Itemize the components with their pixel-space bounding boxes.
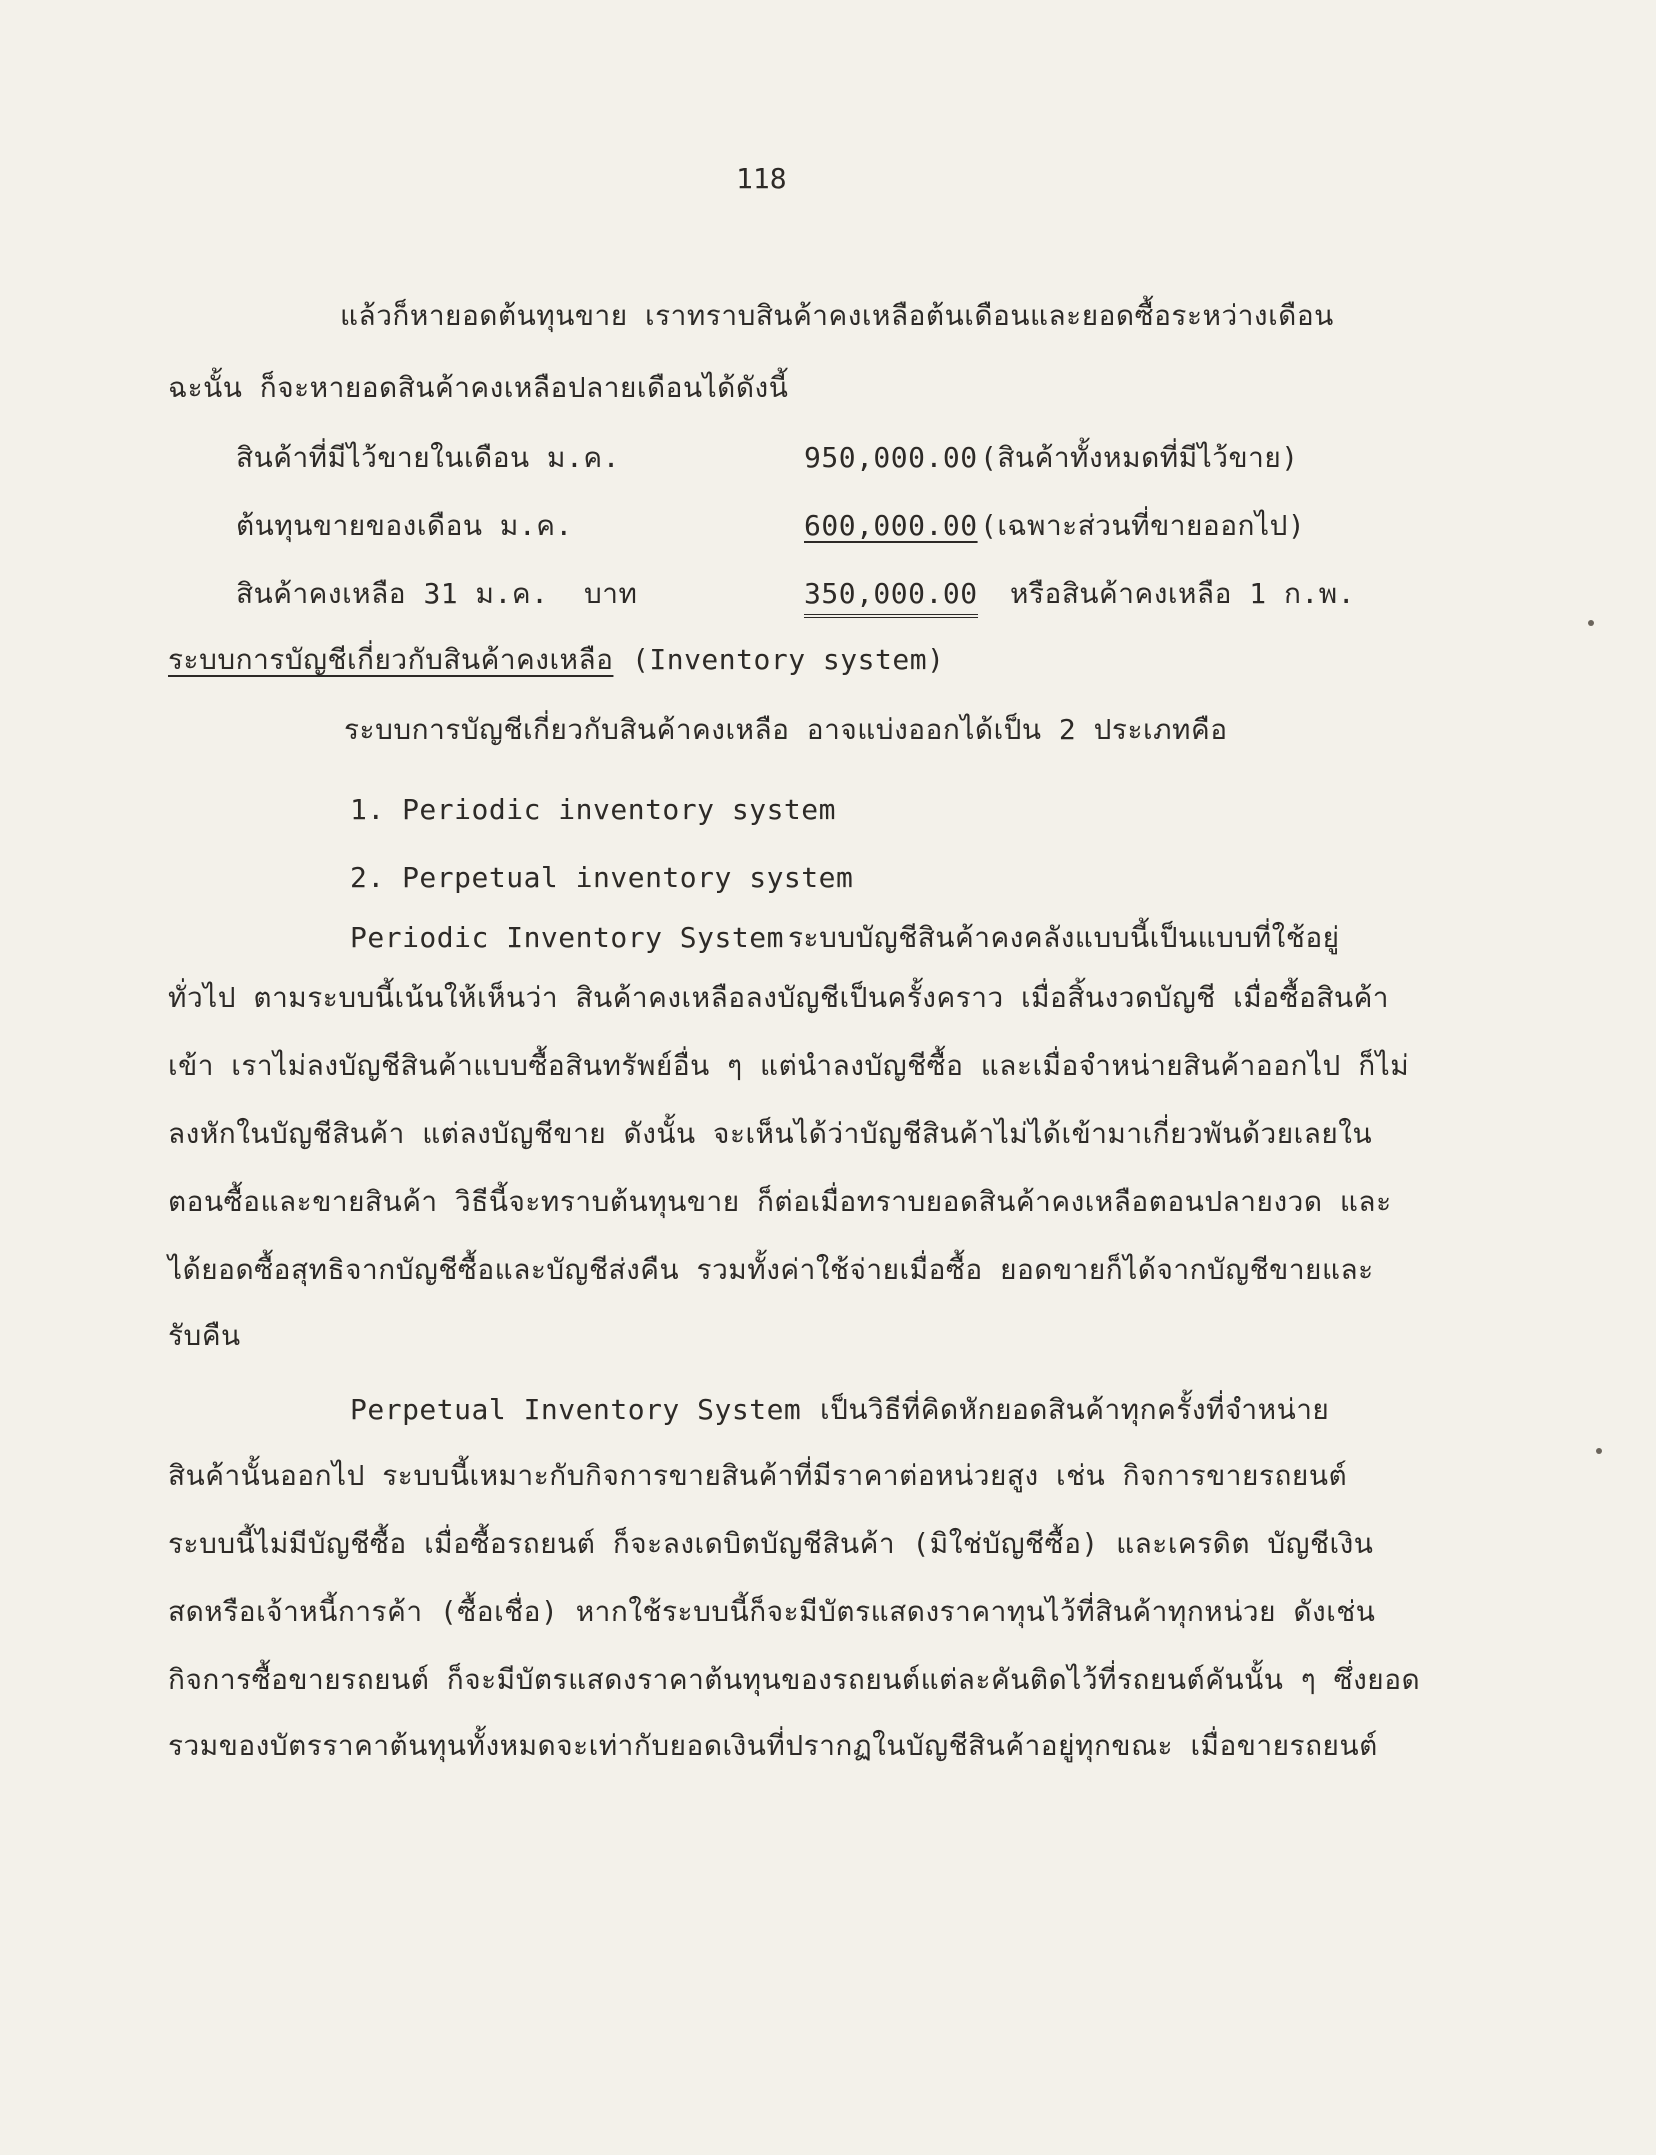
section-heading-thai: ระบบการบัญชีเกี่ยวกับสินค้าคงเหลือ	[168, 643, 614, 676]
calc-row-1-label: สินค้าที่มีไว้ขายในเดือน ม.ค.	[236, 441, 620, 474]
calc-row-3-unit: บาท	[584, 577, 638, 610]
scan-speck	[1588, 620, 1594, 626]
perpetual-line-2: สินค้านั้นออกไป ระบบนี้เหมาะกับกิจการขายสินค้าที่มีราคาต่อหน่วยสูง เช่น กิจการขายรถยนต์	[168, 1459, 1348, 1492]
intro-line-2: ฉะนั้น ก็จะหายอดสินค้าคงเหลือปลายเดือนได้ดังนี้	[168, 371, 789, 404]
section-heading-english: (Inventory system)	[632, 643, 945, 676]
list-item-2: 2. Perpetual inventory system	[350, 861, 854, 894]
perpetual-line-6: รวมของบัตรราคาต้นทุนทั้งหมดจะเท่ากับยอดเงินที่ปรากฏในบัญชีสินค้าอยู่ทุกขณะ เมื่อขายรถยนต์	[168, 1729, 1378, 1762]
intro-paragraph: ระบบการบัญชีเกี่ยวกับสินค้าคงเหลือ อาจแบ่งออกได้เป็น 2 ประเภทคือ	[344, 713, 1228, 746]
scan-speck	[1596, 1448, 1602, 1454]
calc-row-3-amount: 350,000.00	[804, 576, 978, 618]
periodic-line-6: ได้ยอดซื้อสุทธิจากบัญชีซื้อและบัญชีส่งคืน รวมทั้งค่าใช้จ่ายเมื่อซื้อ ยอดขายก็ได้จากบัญชีขายและ	[168, 1253, 1374, 1286]
periodic-line-4: ลงหักในบัญชีสินค้า แต่ลงบัญชีขาย ดังนั้น จะเห็นได้ว่าบัญชีสินค้าไม่ได้เข้ามาเกี่ยวพันด้วยเลยใน	[168, 1117, 1373, 1150]
intro-line-1: แล้วก็หายอดต้นทุนขาย เราทราบสินค้าคงเหลือต้นเดือนและยอดซื้อระหว่างเดือน	[340, 299, 1334, 332]
periodic-term: Periodic Inventory System	[350, 921, 784, 954]
perpetual-line-4: สดหรือเจ้าหนี้การค้า (ซื้อเชื่อ) หากใช้ระบบนี้ก็จะมีบัตรแสดงราคาทุนไว้ที่สินค้าทุกหน่วย ดังเช่น	[168, 1595, 1376, 1628]
list-item-1: 1. Periodic inventory system	[350, 793, 837, 826]
periodic-line-7: รับคืน	[168, 1319, 241, 1352]
periodic-line-5: ตอนซื้อและขายสินค้า วิธีนี้จะทราบต้นทุนขาย ก็ต่อเมื่อทราบยอดสินค้าคงเหลือตอนปลายงวด และ	[168, 1185, 1392, 1218]
calc-row-2-amount: 600,000.00	[804, 509, 978, 542]
calc-row-1-note: (สินค้าทั้งหมดที่มีไว้ขาย)	[980, 441, 1299, 474]
periodic-line-2: ทั่วไป ตามระบบนี้เน้นให้เห็นว่า สินค้าคงเหลือลงบัญชีเป็นครั้งคราว เมื่อสิ้นงวดบัญชี เมื่อซื้อสินค้า	[168, 981, 1390, 1014]
perpetual-line-5: กิจการซื้อขายรถยนต์ ก็จะมีบัตรแสดงราคาต้นทุนของรถยนต์แต่ละคันติดไว้ที่รถยนต์คันนั้น ๆ ซึ่งยอด	[168, 1663, 1421, 1696]
perpetual-line-3: ระบบนี้ไม่มีบัญชีซื้อ เมื่อซื้อรถยนต์ ก็จะลงเดบิตบัญชีสินค้า (มิใช่บัญชีซื้อ) และเครดิต บัญชีเงิน	[168, 1527, 1374, 1560]
calc-row-3-note: หรือสินค้าคงเหลือ 1 ก.พ.	[1010, 577, 1356, 610]
calc-row-2-label: ต้นทุนขายของเดือน ม.ค.	[236, 509, 573, 542]
periodic-line-1: ระบบบัญชีสินค้าคงคลังแบบนี้เป็นแบบที่ใช้อยู่	[788, 921, 1340, 954]
periodic-line-3: เข้า เราไม่ลงบัญชีสินค้าแบบซื้อสินทรัพย์อื่น ๆ แต่นำลงบัญชีซื้อ และเมื่อจำหน่ายสินค้าออกไป ก็ไม่	[168, 1049, 1410, 1082]
perpetual-term: Perpetual Inventory System	[350, 1393, 802, 1426]
calc-row-3-label: สินค้าคงเหลือ 31 ม.ค.	[236, 577, 549, 610]
page-number: 118	[736, 162, 787, 195]
perpetual-line-1: เป็นวิธีที่คิดหักยอดสินค้าทุกครั้งที่จำหน่าย	[820, 1393, 1330, 1426]
calc-row-2-note: (เฉพาะส่วนที่ขายออกไป)	[980, 509, 1306, 542]
calc-row-1-amount: 950,000.00	[804, 441, 978, 474]
